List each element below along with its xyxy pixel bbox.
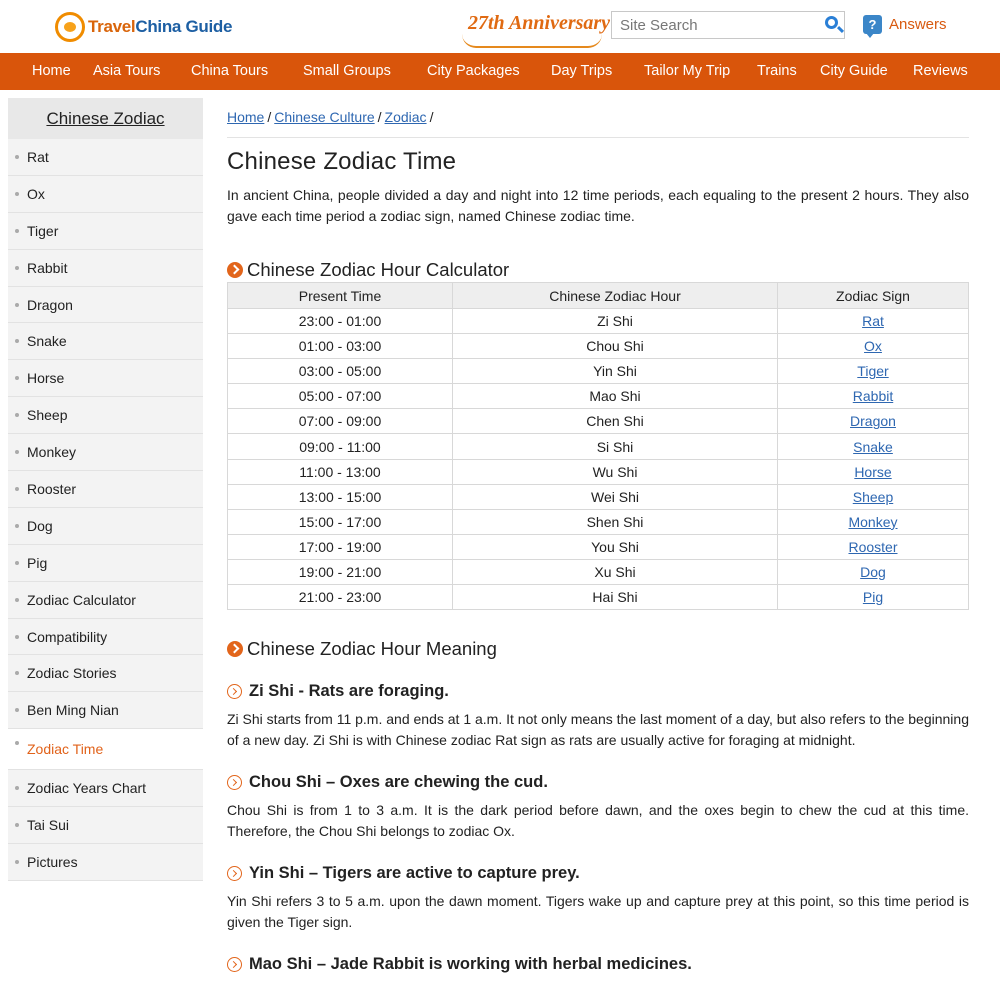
bullet-icon: [15, 708, 19, 712]
bullet-icon: [15, 598, 19, 602]
zodiac-sign-link[interactable]: Snake: [853, 438, 893, 455]
breadcrumb-home[interactable]: Home: [227, 109, 265, 125]
sidebar-item-dog[interactable]: [8, 508, 203, 545]
meaning-entry-title-text: Zi Shi - Rats are foraging.: [249, 682, 449, 701]
bullet-icon: [15, 786, 19, 790]
table-row: [228, 309, 969, 334]
bullet-icon: [15, 741, 19, 745]
cell-present-time: 17:00 - 19:00: [228, 534, 453, 559]
anniversary-badge: [462, 8, 611, 48]
table-row: [228, 384, 969, 409]
sidebar-list: [8, 139, 203, 881]
table-row: [228, 509, 969, 534]
bullet-icon: [15, 229, 19, 233]
sidebar-item-label: Dragon: [27, 296, 73, 313]
sidebar-item-zodiac-years-chart[interactable]: [8, 770, 203, 807]
zodiac-sign-link[interactable]: Sheep: [852, 488, 894, 505]
zodiac-sign-link[interactable]: Dragon: [850, 413, 896, 430]
meaning-entry-text: Yin Shi refers 3 to 5 a.m. upon the dawn moment. Tigers wake up and capture prey at this point, so this time period is given the Tiger sign.: [227, 893, 969, 931]
bullet-icon: [15, 823, 19, 827]
sidebar-item-monkey[interactable]: [8, 434, 203, 471]
table-row: [228, 409, 969, 434]
sidebar-item-ben-ming-nian[interactable]: [8, 692, 203, 729]
arrow-circle-icon: [227, 262, 243, 278]
bullet-icon: [15, 524, 19, 528]
page-title: Chinese Zodiac Time: [227, 148, 457, 175]
cell-zodiac-sign: [778, 585, 969, 610]
sidebar-item-tai-sui[interactable]: [8, 807, 203, 844]
cell-zodiac-hour: Chou Shi: [453, 334, 778, 359]
sidebar-item-label: Ben Ming Nian: [27, 702, 119, 719]
sidebar-item-tiger[interactable]: [8, 213, 203, 250]
table-row: [228, 484, 969, 509]
cell-zodiac-hour: Si Shi: [453, 434, 778, 459]
cell-present-time: 19:00 - 21:00: [228, 559, 453, 584]
table-row: [228, 534, 969, 559]
cell-zodiac-sign: [778, 434, 969, 459]
cell-zodiac-sign: [778, 459, 969, 484]
cell-present-time: 01:00 - 03:00: [228, 334, 453, 359]
table-row: [228, 559, 969, 584]
table-row: [228, 434, 969, 459]
meaning-entry-title: [227, 773, 969, 792]
sidebar-item-zodiac-calculator[interactable]: [8, 582, 203, 619]
sidebar-item-label: Monkey: [27, 444, 77, 461]
meaning-entry-text: Zi Shi starts from 11 p.m. and ends at 1 a.m. It not only means the last moment of a day, but also refers to the beginning of a new day. Zi Shi is with Chinese zodiac Rat sign as rats are usually active for foraging at midnight.: [227, 711, 969, 749]
sidebar-item-label: Rabbit: [27, 259, 68, 276]
meaning-entry-title-text: Yin Shi – Tigers are active to capture prey.: [249, 864, 580, 883]
breadcrumb-separator: /: [267, 109, 272, 125]
cell-zodiac-hour: Yin Shi: [453, 359, 778, 384]
sidebar-item-label: Sheep: [27, 407, 68, 424]
logo-text-china-guide: China Guide: [135, 17, 233, 36]
breadcrumb-chinese-culture[interactable]: Chinese Culture: [274, 109, 375, 125]
cell-present-time: 15:00 - 17:00: [228, 509, 453, 534]
meaning-entry-title: [227, 682, 969, 701]
table-row: [228, 459, 969, 484]
zodiac-sign-link[interactable]: Rooster: [848, 538, 898, 555]
zodiac-sign-link[interactable]: Rabbit: [852, 388, 894, 405]
bullet-icon: [15, 561, 19, 565]
nav-china-tours[interactable]: China Tours: [191, 63, 269, 79]
intro-paragraph: In ancient China, people divided a day and night into 12 time periods, each equaling to the present 2 hours. They also gave each time period a zodiac sign, named Chinese zodiac time.: [227, 187, 969, 224]
cell-zodiac-hour: Chen Shi: [453, 409, 778, 434]
zodiac-hour-table: [227, 282, 969, 610]
bullet-icon: [15, 192, 19, 196]
breadcrumb-zodiac[interactable]: Zodiac: [384, 109, 427, 125]
sidebar-item-label: Dog: [27, 517, 53, 534]
sidebar-item-rabbit[interactable]: [8, 250, 203, 287]
arrow-circle-outline-icon: [227, 866, 242, 881]
cell-present-time: 11:00 - 13:00: [228, 459, 453, 484]
sidebar-item-horse[interactable]: [8, 360, 203, 397]
zodiac-sign-link[interactable]: Ox: [864, 338, 882, 355]
bullet-icon: [15, 487, 19, 491]
calculator-heading: [227, 259, 969, 281]
table-header-row: [228, 283, 969, 309]
meaning-entry-title: [227, 864, 969, 883]
header-present-time: Present Time: [228, 283, 453, 309]
table-row: [228, 334, 969, 359]
breadcrumb: [227, 98, 969, 138]
logo-icon: [55, 12, 85, 42]
cell-zodiac-sign: [778, 409, 969, 434]
logo-text-travel: Travel: [88, 17, 136, 36]
cell-present-time: 23:00 - 01:00: [228, 309, 453, 334]
bullet-icon: [15, 303, 19, 307]
meaning-entry-title-text: Chou Shi – Oxes are chewing the cud.: [249, 773, 548, 792]
zodiac-sign-link[interactable]: Horse: [854, 463, 892, 480]
sidebar-item-label: Tai Sui: [27, 817, 70, 834]
sidebar-item-label: Tiger: [27, 222, 59, 239]
sidebar-item-zodiac-time[interactable]: [8, 729, 203, 770]
sidebar-item-label: Snake: [27, 333, 67, 350]
cell-zodiac-sign: [778, 359, 969, 384]
sidebar-item-dragon[interactable]: [8, 287, 203, 324]
meaning-heading: [227, 638, 969, 660]
cell-present-time: 21:00 - 23:00: [228, 585, 453, 610]
site-header: [0, 0, 1000, 53]
bullet-icon: [15, 339, 19, 343]
meaning-entry-title-text: Mao Shi – Jade Rabbit is working with herbal medicines.: [249, 955, 692, 974]
zodiac-sign-link[interactable]: Dog: [860, 563, 886, 580]
zodiac-sign-link[interactable]: Monkey: [848, 513, 898, 530]
cell-zodiac-hour: Mao Shi: [453, 384, 778, 409]
nav-city-packages[interactable]: City Packages: [427, 63, 520, 79]
sidebar-item-label: Zodiac Calculator: [27, 591, 136, 608]
table-row: [228, 359, 969, 384]
table-row: [228, 585, 969, 610]
cell-zodiac-sign: [778, 559, 969, 584]
cell-zodiac-hour: Zi Shi: [453, 309, 778, 334]
answers-link[interactable]: [863, 15, 947, 34]
bullet-icon: [15, 155, 19, 159]
bullet-icon: [15, 376, 19, 380]
sidebar-item-pig[interactable]: [8, 545, 203, 582]
nav-asia-tours[interactable]: Asia Tours: [93, 63, 161, 79]
sidebar-item-label: Compatibility: [27, 628, 108, 645]
search-icon[interactable]: [819, 12, 844, 38]
cell-zodiac-hour: Wei Shi: [453, 484, 778, 509]
sidebar-item-snake[interactable]: [8, 323, 203, 360]
sidebar-item-rooster[interactable]: [8, 471, 203, 508]
meaning-list: [227, 682, 969, 974]
main-nav: [0, 53, 1000, 90]
nav-trains[interactable]: Trains: [757, 63, 797, 79]
sidebar-item-sheep[interactable]: [8, 397, 203, 434]
sidebar-item-label: Zodiac Time: [27, 741, 104, 758]
site-search: [611, 11, 845, 39]
meaning-heading-text: Chinese Zodiac Hour Meaning: [247, 638, 497, 660]
meaning-entry-text: Chou Shi is from 1 to 3 a.m. It is the dark period before dawn, and the oxes begin to chew the cud at this time. Therefore, the Chou Shi belongs to zodiac Ox.: [227, 802, 969, 840]
site-logo[interactable]: [55, 11, 232, 43]
anniversary-text: 27th Anniversary: [468, 12, 611, 34]
cell-zodiac-sign: [778, 534, 969, 559]
sidebar-item-zodiac-stories[interactable]: [8, 655, 203, 692]
bullet-icon: [15, 266, 19, 270]
sidebar-item-label: Pictures: [27, 853, 78, 870]
sidebar: [8, 98, 203, 881]
cell-zodiac-hour: Hai Shi: [453, 585, 778, 610]
zodiac-sign-link[interactable]: Tiger: [857, 363, 889, 380]
nav-reviews[interactable]: Reviews: [913, 63, 968, 79]
cell-present-time: 03:00 - 05:00: [228, 359, 453, 384]
sidebar-title[interactable]: Chinese Zodiac: [8, 98, 203, 139]
header-chinese-zodiac-hour: Chinese Zodiac Hour: [453, 283, 778, 309]
cell-present-time: 07:00 - 09:00: [228, 409, 453, 434]
arrow-circle-outline-icon: [227, 957, 242, 972]
header-zodiac-sign: Zodiac Sign: [778, 283, 969, 309]
search-input[interactable]: [612, 12, 819, 38]
cell-present-time: 05:00 - 07:00: [228, 384, 453, 409]
cell-zodiac-sign: [778, 509, 969, 534]
cell-zodiac-hour: Xu Shi: [453, 559, 778, 584]
cell-zodiac-sign: [778, 334, 969, 359]
sidebar-item-ox[interactable]: [8, 176, 203, 213]
zodiac-sign-link[interactable]: Rat: [862, 313, 884, 330]
nav-day-trips[interactable]: Day Trips: [551, 63, 613, 79]
cell-present-time: 13:00 - 15:00: [228, 484, 453, 509]
sidebar-item-label: Pig: [27, 554, 48, 571]
calculator-heading-text: Chinese Zodiac Hour Calculator: [247, 259, 510, 280]
nav-home[interactable]: Home: [32, 63, 71, 79]
sidebar-item-label: Ox: [27, 185, 45, 202]
arrow-circle-outline-icon: [227, 684, 242, 699]
sidebar-item-label: Zodiac Stories: [27, 665, 117, 682]
breadcrumb-separator: /: [429, 109, 434, 125]
nav-tailor-my-trip[interactable]: Tailor My Trip: [644, 63, 731, 79]
sidebar-item-label: Rooster: [27, 480, 77, 497]
breadcrumb-separator: /: [377, 109, 382, 125]
anniversary-swoosh: [462, 34, 602, 48]
cell-zodiac-hour: You Shi: [453, 534, 778, 559]
sidebar-item-pictures[interactable]: [8, 844, 203, 881]
bullet-icon: [15, 860, 19, 864]
bullet-icon: [15, 635, 19, 639]
sidebar-item-rat[interactable]: [8, 139, 203, 176]
cell-zodiac-hour: Wu Shi: [453, 459, 778, 484]
meaning-entry-title: [227, 955, 969, 974]
question-icon: ?: [863, 15, 882, 34]
nav-small-groups[interactable]: Small Groups: [303, 63, 391, 79]
main-content: [227, 98, 969, 974]
bullet-icon: [15, 413, 19, 417]
zodiac-sign-link[interactable]: Pig: [862, 589, 884, 606]
arrow-circle-icon: [227, 641, 243, 657]
sidebar-item-label: Horse: [27, 370, 65, 387]
arrow-circle-outline-icon: [227, 775, 242, 790]
cell-zodiac-sign: [778, 484, 969, 509]
sidebar-item-compatibility[interactable]: [8, 619, 203, 656]
cell-zodiac-hour: Shen Shi: [453, 509, 778, 534]
cell-present-time: 09:00 - 11:00: [228, 434, 453, 459]
table-body: [228, 309, 969, 610]
sidebar-item-label: Zodiac Years Chart: [27, 780, 147, 797]
bullet-icon: [15, 671, 19, 675]
bullet-icon: [15, 450, 19, 454]
cell-zodiac-sign: [778, 309, 969, 334]
sidebar-item-label: Rat: [27, 148, 49, 165]
nav-city-guide[interactable]: City Guide: [820, 63, 888, 79]
cell-zodiac-sign: [778, 384, 969, 409]
answers-label: Answers: [889, 16, 947, 33]
